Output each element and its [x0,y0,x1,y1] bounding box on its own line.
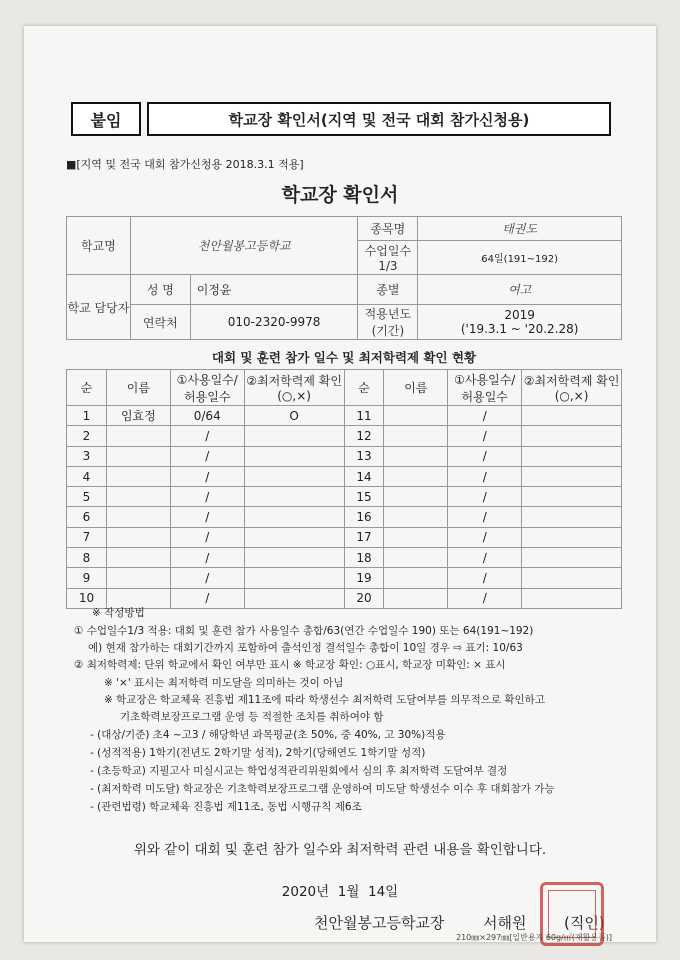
col-header: 순 [344,370,384,406]
table-cell: 14 [344,466,384,486]
table-cell: 8 [67,548,107,568]
school-label: 학교명 [67,217,131,275]
table-cell [244,487,344,507]
event-label: 종목명 [358,217,418,241]
table-cell: / [448,426,522,446]
seal-label: (직인) [564,914,605,932]
table-row [67,487,622,507]
period-value: ('19.3.1 ~ '20.2.28) [460,322,579,336]
paper-spec-footer: 210㎜×297㎜[일반용지 60g/㎡(재활용품)] [456,933,613,942]
document-page [24,26,656,942]
table-cell: / [448,406,522,426]
note-line: - (관련법령) 학교체육 진흥법 제11조, 동법 시행규칙 제6조 [90,801,362,813]
table-cell: / [448,548,522,568]
table-cell [106,487,170,507]
table-cell: / [170,426,244,446]
table-cell: 20 [344,588,384,608]
event-value: 태권도 [418,217,622,241]
note-line: 기초학력보장프로그램 운영 등 적절한 조치를 취하여야 함 [120,711,384,723]
table-row [67,507,622,527]
table-cell [106,466,170,486]
table-cell [244,446,344,466]
table-cell [106,426,170,446]
table-cell: / [448,466,522,486]
name-value: 이정윤 [190,275,358,305]
col-header: 이름 [106,370,170,406]
status-body [67,406,622,609]
table-cell: 13 [344,446,384,466]
name-label: 성 명 [130,275,190,305]
table-cell: 3 [67,446,107,466]
attachment-tag-text: 붙임 [90,110,122,130]
table-cell: / [170,588,244,608]
table-cell [106,527,170,547]
header-title-box [147,102,611,136]
table-row [67,426,622,446]
table-cell [384,588,448,608]
year-value: 2019 [504,308,535,322]
table-cell [522,507,622,527]
table-cell: 임효정 [106,406,170,426]
table-cell: / [448,588,522,608]
header-title: 학교장 확인서(지역 및 전국 대회 참가신청용) [228,110,530,129]
table-cell [522,406,622,426]
table-cell [522,487,622,507]
table-cell: 12 [344,426,384,446]
table-row [67,446,622,466]
days-label: 수업일수 1/3 [358,241,418,275]
table-cell: / [448,446,522,466]
note-line: - (최저학력 미도달) 학교장은 기초학력보장프로그램 운영하여 미도달 학생선수 이수 후 대회참가 가능 [90,783,555,795]
table-cell [106,548,170,568]
table-cell: 4 [67,466,107,486]
table-cell: 2 [67,426,107,446]
signer-school: 천안월봉고등학교장 [314,914,445,932]
confirm-text: 위와 같이 대회 및 훈련 참가 일수와 최저학력 관련 내용을 확인합니다. [133,842,547,858]
table-cell: / [170,548,244,568]
table-cell: 10 [67,588,107,608]
table-cell: / [170,466,244,486]
table-cell: / [170,568,244,588]
table-row [67,588,622,608]
status-table [66,369,622,609]
note-line: ※ '×' 표시는 최저학력 미도달을 의미하는 것이 아님 [104,677,344,689]
year-label: 적용년도 (기간) [358,305,418,340]
table-cell [384,568,448,588]
table-cell: / [170,487,244,507]
table-cell [244,568,344,588]
table-cell: / [170,446,244,466]
table-cell [384,406,448,426]
col-header: ②최저학력제 확인(○,×) [522,370,622,406]
table-cell [522,548,622,568]
table-cell: 16 [344,507,384,527]
table-row [67,527,622,547]
table-cell: 7 [67,527,107,547]
table-cell [522,588,622,608]
note-line: - (초등학교) 지필고사 미실시교는 학업성적관리위원회에서 심의 후 최저학력 도달여부 결정 [90,765,508,777]
status-table-title: 대회 및 훈련 참가 일수 및 최저학력제 확인 현황 [211,350,477,365]
table-cell [522,426,622,446]
contact-label: 연락처 [130,305,190,340]
table-cell [384,487,448,507]
table-cell: 19 [344,568,384,588]
col-header: 순 [67,370,107,406]
table-cell [106,446,170,466]
table-cell: / [170,527,244,547]
table-cell [244,588,344,608]
table-cell: 6 [67,507,107,527]
days-value: 64일(191~192) [418,241,622,275]
gender-value: 여고 [418,275,622,305]
table-row [67,568,622,588]
manager-label: 학교 담당자 [67,275,131,340]
table-cell: 17 [344,527,384,547]
table-cell [522,568,622,588]
note-line: - (성적적용) 1학기(전년도 2학기말 성적), 2학기(당해연도 1학기말 성적) [90,747,426,759]
table-cell [244,426,344,446]
table-cell: 11 [344,406,384,426]
table-cell: / [448,487,522,507]
table-cell [384,426,448,446]
table-cell [384,548,448,568]
table-cell [384,507,448,527]
table-cell: 9 [67,568,107,588]
issue-date: 2020년 1월 14일 [281,884,399,900]
note-line: ※ 학교장은 학교체육 진흥법 제11조에 따라 학생선수 최저학력 도달여부를 의무적으로 확인하고 [104,694,545,706]
table-cell [106,507,170,527]
table-cell: O [244,406,344,426]
table-cell: / [448,568,522,588]
sub-note: ■[지역 및 전국 대회 참가신청용 2018.3.1 적용] [66,158,304,171]
info-table [66,216,622,340]
table-cell [244,507,344,527]
table-row [67,406,622,426]
note-line: ※ 작성방법 [92,607,145,619]
table-cell: 5 [67,487,107,507]
document-title: 학교장 확인서 [281,184,399,206]
col-header: ①사용일수/ 허용일수 [448,370,522,406]
gender-label: 종별 [358,275,418,305]
table-cell [244,548,344,568]
status-header-row [67,370,622,406]
table-cell [522,466,622,486]
table-cell: 18 [344,548,384,568]
col-header: ①사용일수/ 허용일수 [170,370,244,406]
table-cell [106,568,170,588]
table-cell [522,446,622,466]
school-value: 천안월봉고등학교 [130,217,358,275]
table-cell [384,527,448,547]
table-cell [384,466,448,486]
contact-value: 010-2320-9978 [190,305,358,340]
table-cell [522,527,622,547]
table-cell: 15 [344,487,384,507]
note-line: ② 최저학력제: 단위 학교에서 확인 여부만 표시 ※ 학교장 확인: ○표시, 학교장 미확인: × 표시 [74,659,506,671]
table-cell [244,527,344,547]
year-cell [418,305,622,340]
table-row [67,466,622,486]
table-cell: 1 [67,406,107,426]
col-header: ②최저학력제 확인(○,×) [244,370,344,406]
table-row [67,548,622,568]
table-cell: / [448,527,522,547]
table-cell: / [170,507,244,527]
table-cell: / [448,507,522,527]
table-cell [244,466,344,486]
table-cell [384,446,448,466]
note-line: - (대상/기준) 초4 ~고3 / 해당학년 과목평균(초 50%, 중 40%, 고 30%)적용 [90,729,446,741]
note-line: ① 수업일수1/3 적용: 대회 및 훈련 참가 사용일수 총합/63(연간 수업일수 190) 또는 64(191~192) [74,625,534,637]
attachment-tag [71,102,141,136]
note-line: 예) 현재 참가하는 대회기간까지 포함하여 출석인정 결석일수 총합이 10일 경우 ⇨ 표기: 10/63 [88,642,523,654]
table-cell: 0/64 [170,406,244,426]
col-header: 이름 [384,370,448,406]
signer-name: 서해원 [483,914,527,932]
